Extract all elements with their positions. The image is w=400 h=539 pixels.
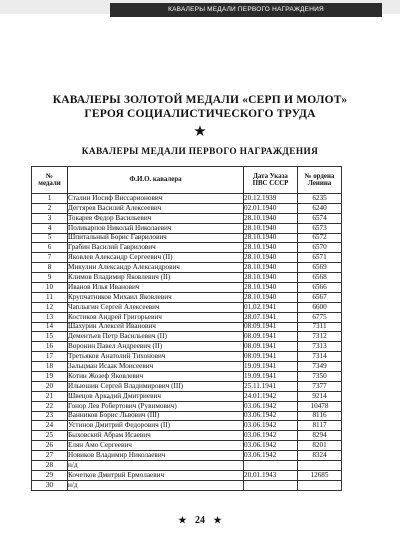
name-cell: Дементьев Петр Васильевич (II)	[68, 332, 244, 342]
name-cell: Шахурин Алексей Иванович	[68, 322, 244, 332]
decree-date-cell: 03.06.1942	[244, 431, 298, 441]
medal-number-cell: 13	[32, 312, 68, 322]
table-row	[32, 292, 342, 302]
medal-number-cell: 14	[32, 322, 68, 332]
header-medal-number-line2: медали	[38, 180, 61, 187]
order-number-cell: 6567	[298, 292, 342, 302]
name-cell: Гонор Лев Робертович (Рувимович)	[68, 401, 244, 411]
order-number-cell: 6573	[298, 223, 342, 233]
medal-number-cell: 7	[32, 253, 68, 263]
name-cell: Сталин Иосиф Виссарионович	[68, 194, 244, 204]
order-number-cell: 8117	[298, 421, 342, 431]
decree-date-cell: 03.06.1942	[244, 451, 298, 461]
order-number-cell: 6235	[298, 194, 342, 204]
table-row	[32, 342, 342, 352]
table-row	[32, 461, 342, 471]
table-row	[32, 391, 342, 401]
order-number-cell: 7377	[298, 381, 342, 391]
table-row	[32, 411, 342, 421]
medal-number-cell: 24	[32, 421, 68, 431]
name-cell: Токарев Федор Васильевич	[68, 213, 244, 223]
table-row	[32, 431, 342, 441]
awards-table	[31, 166, 342, 491]
medal-number-cell: 4	[32, 223, 68, 233]
decree-date-cell: 19.09.1941	[244, 362, 298, 372]
decree-date-cell: 02.01.1940	[244, 203, 298, 213]
medal-number-cell: 21	[32, 391, 68, 401]
order-number-cell: 8294	[298, 431, 342, 441]
table-row	[32, 451, 342, 461]
name-cell: Яковлев Александр Сергеевич (II)	[68, 253, 244, 263]
decree-date-cell: 28.10.1940	[244, 263, 298, 273]
medal-number-cell: 2	[32, 203, 68, 213]
table-row	[32, 352, 342, 362]
name-cell: Грабин Василий Гаврилович	[68, 243, 244, 253]
medal-number-cell: 5	[32, 233, 68, 243]
name-cell: Поликарпов Николай Николаевич	[68, 223, 244, 233]
name-cell: Чаплыгин Сергей Алексеевич	[68, 302, 244, 312]
decree-date-cell: 03.06.1942	[244, 421, 298, 431]
decree-date-cell: 03.06.1942	[244, 401, 298, 411]
decree-date-cell: 20.01.1943	[244, 470, 298, 480]
medal-number-cell: 10	[32, 283, 68, 293]
header-decree-date-line1: Дата Указа	[253, 172, 288, 180]
table-row	[32, 213, 342, 223]
decree-date-cell: 01.02.1941	[244, 302, 298, 312]
name-cell: Дегтярев Василий Алексеевич	[68, 203, 244, 213]
name-cell: Елян Амо Сергеевич	[68, 441, 244, 451]
name-cell: Кочетков Дмитрий Ермолаевич	[68, 470, 244, 480]
table-row	[32, 381, 342, 391]
header-order-number-line1: № ордена	[304, 172, 335, 180]
medal-number-cell: 6	[32, 243, 68, 253]
order-number-cell: 7313	[298, 342, 342, 352]
order-number-cell: 6574	[298, 213, 342, 223]
decree-date-cell: 08.09.1941	[244, 342, 298, 352]
star-icon: ★	[193, 124, 207, 140]
medal-number-cell: 25	[32, 431, 68, 441]
order-number-cell: 6600	[298, 302, 342, 312]
decree-date-cell: 28.07.1941	[244, 312, 298, 322]
decree-date-cell: 28.10.1940	[244, 273, 298, 283]
order-number-cell	[298, 480, 342, 490]
footer-left-star-icon: ★	[178, 515, 187, 525]
medal-number-cell: 18	[32, 362, 68, 372]
page-title-line2: ГЕРОЯ СОЦИАЛИСТИЧЕСКОГО ТРУДА	[84, 108, 316, 120]
name-cell: Иванов Илья Иванович	[68, 283, 244, 293]
decree-date-cell	[244, 461, 298, 471]
decree-date-cell: 28.10.1940	[244, 283, 298, 293]
header-decree-date-line2: ПВС СССР	[252, 180, 289, 187]
table-row	[32, 332, 342, 342]
order-number-cell: 7312	[298, 332, 342, 342]
decree-date-cell	[244, 480, 298, 490]
header-medal-number-line1: №	[46, 172, 53, 180]
order-number-cell: 7311	[298, 322, 342, 332]
table-row	[32, 421, 342, 431]
medal-number-cell: 26	[32, 441, 68, 451]
header-order-number-line2: Ленина	[307, 180, 332, 187]
order-number-cell: 7349	[298, 362, 342, 372]
table-row	[32, 302, 342, 312]
table-row	[32, 203, 342, 213]
name-cell: Швецов Аркадий Дмитриевич	[68, 391, 244, 401]
header-name: Ф.И.О. кавалера	[68, 167, 244, 194]
name-cell: Климов Владимир Яковлевич (II)	[68, 273, 244, 283]
table-row	[32, 470, 342, 480]
decree-date-cell: 08.09.1941	[244, 322, 298, 332]
name-cell: Устинов Дмитрий Федорович (II)	[68, 421, 244, 431]
order-number-cell: 6571	[298, 253, 342, 263]
table-row	[32, 283, 342, 293]
decree-date-cell: 08.09.1941	[244, 352, 298, 362]
decree-date-cell: 25.11.1941	[244, 381, 298, 391]
order-number-cell: 12685	[298, 470, 342, 480]
decree-date-cell: 19.09.1941	[244, 372, 298, 382]
medal-number-cell: 23	[32, 411, 68, 421]
order-number-cell: 8324	[298, 451, 342, 461]
medal-number-cell: 15	[32, 332, 68, 342]
medal-number-cell: 30	[32, 480, 68, 490]
order-number-cell: 7350	[298, 372, 342, 382]
order-number-cell: 10478	[298, 401, 342, 411]
table-row	[32, 273, 342, 283]
table-row	[32, 233, 342, 243]
table-row	[32, 223, 342, 233]
table-row	[32, 194, 342, 204]
header-medal-number	[32, 167, 68, 194]
order-number-cell: 6568	[298, 273, 342, 283]
medal-number-cell: 12	[32, 302, 68, 312]
table-header-row	[32, 167, 342, 194]
name-cell: Ванников Борис Львович (III)	[68, 411, 244, 421]
decree-date-cell: 28.10.1940	[244, 213, 298, 223]
decree-date-cell: 20.12.1939	[244, 194, 298, 204]
page-number: 24	[195, 515, 205, 526]
running-header: КАВАЛЕРЫ МЕДАЛИ ПЕРВОГО НАГРАЖДЕНИЯ	[110, 3, 382, 17]
table-row	[32, 480, 342, 490]
table-row	[32, 362, 342, 372]
name-cell: Микулин Александр Александрович	[68, 263, 244, 273]
name-cell: Костиков Андрей Григорьевич	[68, 312, 244, 322]
decree-date-cell: 28.10.1940	[244, 253, 298, 263]
table-row	[32, 263, 342, 273]
table-row	[32, 243, 342, 253]
medal-number-cell: 27	[32, 451, 68, 461]
table-row	[32, 322, 342, 332]
order-number-cell: 6566	[298, 283, 342, 293]
name-cell: Новиков Владимир Николаевич	[68, 451, 244, 461]
decree-date-cell: 03.06.1942	[244, 441, 298, 451]
medal-number-cell: 9	[32, 273, 68, 283]
name-cell: Шпитальный Борис Гаврилович	[68, 233, 244, 243]
decree-date-cell: 28.10.1940	[244, 223, 298, 233]
order-number-cell: 7314	[298, 352, 342, 362]
name-cell: Зальцман Исаак Моисеевич	[68, 362, 244, 372]
section-subtitle: КАВАЛЕРЫ МЕДАЛИ ПЕРВОГО НАГРАЖДЕНИЯ	[81, 147, 319, 157]
decree-date-cell: 28.10.1940	[244, 243, 298, 253]
order-number-cell: 8201	[298, 441, 342, 451]
decree-date-cell: 28.10.1940	[244, 292, 298, 302]
name-cell: н/д	[68, 461, 244, 471]
order-number-cell: 6569	[298, 263, 342, 273]
decree-date-cell: 03.06.1942	[244, 411, 298, 421]
name-cell: Котин Жозеф Яковлевич	[68, 372, 244, 382]
footer-right-star-icon: ★	[213, 515, 222, 525]
table-row	[32, 253, 342, 263]
medal-number-cell: 28	[32, 461, 68, 471]
table-row	[32, 441, 342, 451]
order-number-cell: 6775	[298, 312, 342, 322]
name-cell: Ильюшин Сергей Владимирович (III)	[68, 381, 244, 391]
medal-number-cell: 22	[32, 401, 68, 411]
order-number-cell	[298, 461, 342, 471]
header-decree-date	[244, 167, 298, 194]
name-cell: н/д	[68, 480, 244, 490]
medal-number-cell: 29	[32, 470, 68, 480]
order-number-cell: 6572	[298, 233, 342, 243]
order-number-cell: 9214	[298, 391, 342, 401]
table-row	[32, 312, 342, 322]
decree-date-cell: 24.01.1942	[244, 391, 298, 401]
medal-number-cell: 20	[32, 381, 68, 391]
decree-date-cell: 28.10.1940	[244, 233, 298, 243]
medal-number-cell: 16	[32, 342, 68, 352]
header-order-number	[298, 167, 342, 194]
order-number-cell: 6240	[298, 203, 342, 213]
table-row	[32, 372, 342, 382]
name-cell: Быховский Абрам Исаевич	[68, 431, 244, 441]
medal-number-cell: 19	[32, 372, 68, 382]
medal-number-cell: 17	[32, 352, 68, 362]
order-number-cell: 6570	[298, 243, 342, 253]
medal-number-cell: 1	[32, 194, 68, 204]
medal-number-cell: 11	[32, 292, 68, 302]
name-cell: Воронин Павел Андреевич (II)	[68, 342, 244, 352]
name-cell: Третьяков Анатолий Тихонович	[68, 352, 244, 362]
medal-number-cell: 8	[32, 263, 68, 273]
medal-number-cell: 3	[32, 213, 68, 223]
page-title-line1: КАВАЛЕРЫ ЗОЛОТОЙ МЕДАЛИ «СЕРП И МОЛОТ»	[52, 94, 348, 106]
table-row	[32, 401, 342, 411]
order-number-cell: 8116	[298, 411, 342, 421]
decree-date-cell: 08.09.1941	[244, 332, 298, 342]
name-cell: Крупчатников Михаил Яковлевич	[68, 292, 244, 302]
page-footer	[0, 515, 400, 526]
